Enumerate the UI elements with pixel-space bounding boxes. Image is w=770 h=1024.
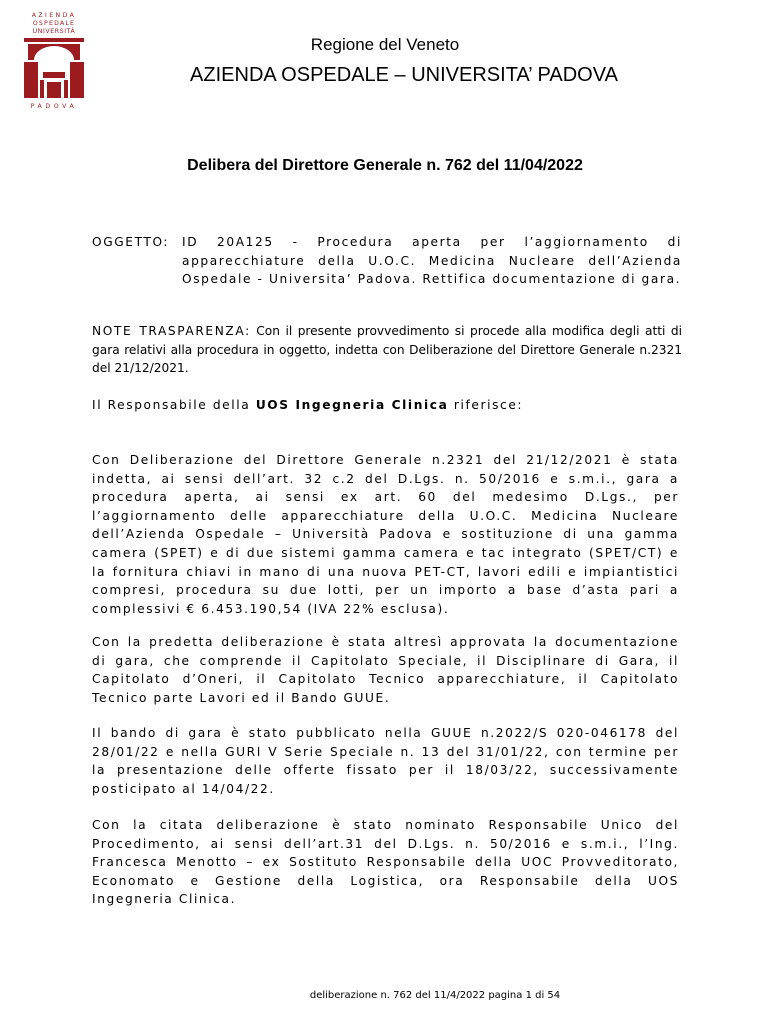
body-paragraph: Il bando di gara è stato pubblicato nella GUUE n.2022/S 020-046178 del 28/01/22 e nella GURI V Serie Speciale n. 13 del 31/01/22, con termine per la presentazione delle offerte fissato per il 18/03/22, successivamente posticipato al 14/04/22.	[92, 726, 679, 796]
responsabile-prefix: Il Responsabile della	[92, 398, 251, 412]
azienda-heading: AZIENDA OSPEDALE – UNIVERSITA’ PADOVA	[190, 64, 618, 86]
responsabile-unit: UOS Ingegneria Clinica	[255, 398, 449, 412]
oggetto-text: ID 20A125 - Procedura aperta per l’aggiornamento di apparecchiature della U.O.C. Medicina Nucleare dell’Azienda Ospedale - Universita’ Padova. Rettifica documentazione di gara.	[182, 235, 682, 287]
logo-top-line-2: OSPEDALE	[32, 20, 76, 27]
document-title: Delibera del Direttore Generale n. 762 del 11/04/2022	[187, 157, 583, 174]
logo-top-line-1: AZIENDA	[31, 12, 77, 19]
responsabile-line	[92, 396, 682, 415]
note-trasparenza	[92, 322, 682, 378]
hospital-logo-icon	[16, 10, 92, 110]
body-paragraph: Con Deliberazione del Direttore Generale n.2321 del 21/12/2021 è stata indetta, ai sensi dell’art. 32 c.2 del D.Lgs. n. 50/2016 e s.m.i., gara a procedura aperta, ai sensi ex art. 60 del medesimo D.Lgs., per l’aggiornamento delle apparecchiature della U.O.C. Medicina Nucleare dell’Azienda Ospedale – Università Padova e sostituzione di una gamma camera (SPET) e di due sistemi gamma camera e tac integrato (SPET/CT) e la fornitura chiavi in mano di una nuova PET-CT, lavori edili e impiantistici compresi, procedura su due lotti, per un importo a base d’asta pari a complessivi € 6.453.190,54 (IVA 22% esclusa).	[92, 453, 679, 616]
logo-bottom-text: PADOVA	[30, 103, 78, 110]
note-label: NOTE TRASPARENZA:	[92, 324, 251, 338]
logo-top-line-3: UNIVERSITÀ	[32, 28, 76, 35]
region-heading: Regione del Veneto	[310, 35, 460, 54]
hospital-logo-graphic	[16, 10, 92, 110]
body-paragraph: Con la predetta deliberazione è stata altresì approvata la documentazione di gara, che comprende il Capitolato Speciale, il Disciplinare di Gara, il Capitolato d’Oneri, il Capitolato Tecnico apparecchiature, il Capitolato Tecnico parte Lavori ed il Bando GUUE.	[92, 635, 679, 705]
body-paragraph: Con la citata deliberazione è stato nominato Responsabile Unico del Procedimento, ai sensi dell’art.31 del D.Lgs. n. 50/2016 e s.m.i., l’Ing. Francesca Menotto – ex Sostituto Responsabile della UOC Provveditorato, Economato e Gestione della Logistica, ora Responsabile della UOS Ingegneria Clinica.	[92, 818, 679, 907]
note-text: Con il presente provvedimento si procede alla modifica degli atti di gara relativi alla procedura in oggetto, indetta con Deliberazione del Direttore Generale n.2321 del 21/12/2021.	[92, 324, 682, 376]
responsabile-suffix: riferisce:	[453, 398, 524, 412]
oggetto-label: OGGETTO:	[92, 235, 170, 249]
page-footer: deliberazione n. 762 del 11/4/2022 pagina 1 di 54	[309, 990, 561, 1001]
